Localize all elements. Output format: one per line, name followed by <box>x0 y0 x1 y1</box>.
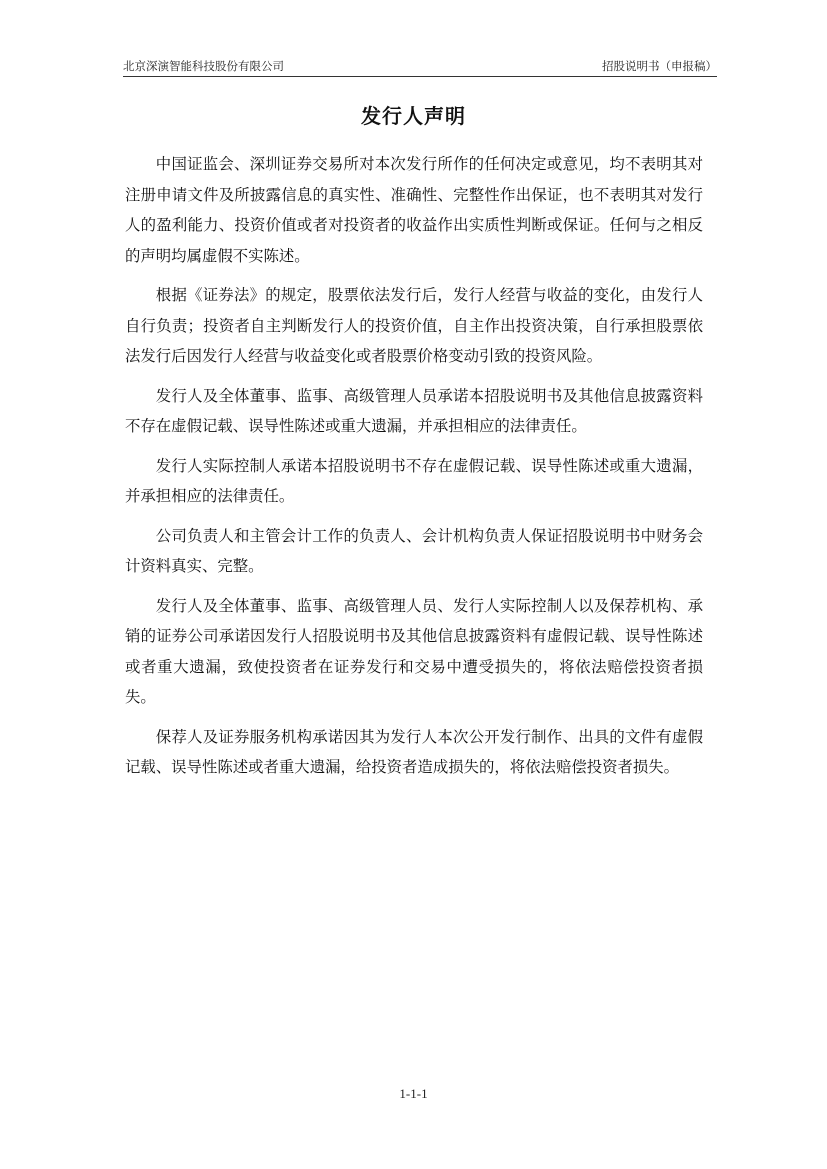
paragraph-5: 公司负责人和主管会计工作的负责人、会计机构负责人保证招股说明书中财务会计资料真实、完整。 <box>125 526 703 575</box>
paragraph-3: 发行人及全体董事、监事、高级管理人员承诺本招股说明书及其他信息披露资料不存在虚假记载、误导性陈述或重大遗漏，并承担相应的法律责任。 <box>125 386 703 435</box>
page-header <box>123 58 717 76</box>
paragraph-1: 中国证监会、深圳证券交易所对本次发行所作的任何决定或意见，均不表明其对注册申请文件及所披露信息的真实性、准确性、完整性作出保证，也不表明其对发行人的盈利能力、投资价值或者对投资者的收益作出实质性判断或保证。任何与之相反的声明均属虚假不实陈述。 <box>125 155 703 265</box>
page-title: 发行人声明 <box>361 104 466 128</box>
paragraph-6: 发行人及全体董事、监事、高级管理人员、发行人实际控制人以及保荐机构、承销的证券公司承诺因发行人招股说明书及其他信息披露资料有虚假记载、误导性陈述或者重大遗漏，致使投资者在证券发行和交易中遭受损失的，将依法赔偿投资者损失。 <box>125 596 703 706</box>
declaration-body <box>125 149 703 792</box>
header-company-name: 北京深演智能科技股份有限公司 <box>123 59 284 73</box>
paragraph-4: 发行人实际控制人承诺本招股说明书不存在虚假记载、误导性陈述或重大遗漏，并承担相应的法律责任。 <box>125 456 703 505</box>
paragraph-7: 保荐人及证券服务机构承诺因其为发行人本次公开发行制作、出具的文件有虚假记载、误导性陈述或者重大遗漏，给投资者造成损失的，将依法赔偿投资者损失。 <box>125 727 703 776</box>
paragraph-2: 根据《证券法》的规定，股票依法发行后，发行人经营与收益的变化，由发行人自行负责；投资者自主判断发行人的投资价值，自主作出投资决策，自行承担股票依法发行后因发行人经营与收益变化或者股票价格变动引致的投资风险。 <box>125 286 703 365</box>
page-number: 1-1-1 <box>399 1086 428 1101</box>
header-document-type: 招股说明书（申报稿） <box>602 59 717 73</box>
header-divider <box>123 76 717 77</box>
